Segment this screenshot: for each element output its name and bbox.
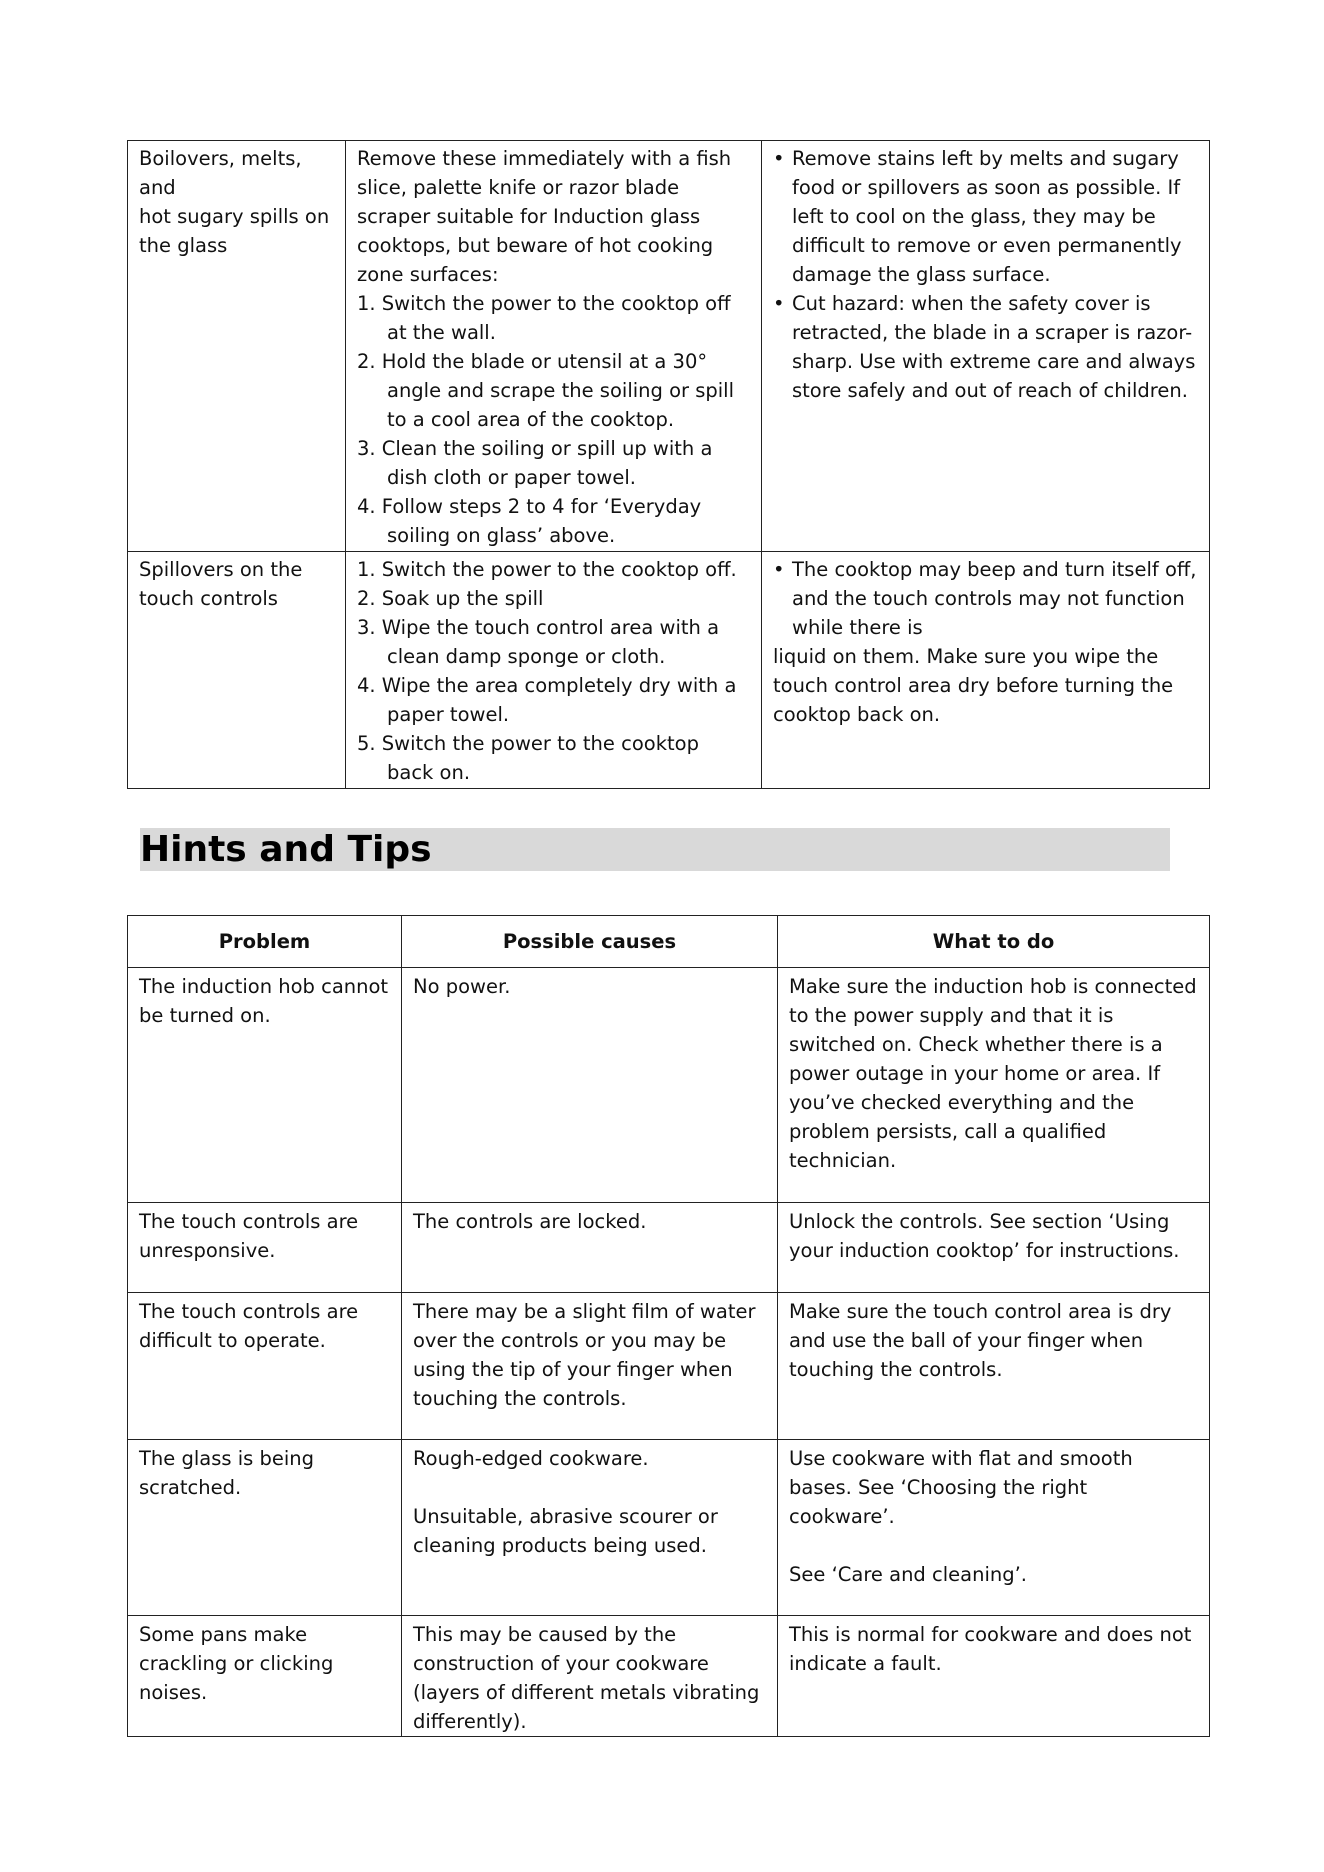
problem-cell: The induction hob cannot be turned on. bbox=[128, 968, 402, 1203]
soil-type-line: Boilovers, melts, bbox=[139, 147, 302, 170]
cause-cell bbox=[402, 1440, 778, 1616]
method-steps bbox=[357, 555, 751, 787]
note-continuation: liquid on them. Make sure you wipe the touch control area dry before turning the cooktop back on. bbox=[773, 645, 1174, 726]
action-cell bbox=[778, 1616, 1210, 1737]
action-cell bbox=[778, 1293, 1210, 1440]
note-item bbox=[773, 555, 1199, 642]
method-step: 2. Hold the blade or utensil at a 30° angle and scrape the soiling or spill to a cool area of the cooktop. bbox=[357, 350, 735, 431]
note-text: Remove stains left by melts and sugary food or spillovers as soon as possible. If left to cool on the glass, they may be difficult to remove or even permanently damage the glass surface. bbox=[792, 147, 1182, 286]
bullet-icon: • bbox=[773, 147, 785, 170]
cause-text: The controls are locked. bbox=[413, 1210, 647, 1233]
important-cell bbox=[762, 141, 1210, 552]
table-row bbox=[128, 1440, 1210, 1616]
table-row bbox=[128, 1616, 1210, 1737]
bullet-icon: • bbox=[773, 558, 785, 581]
cause-cell bbox=[402, 1616, 778, 1737]
column-header-causes: Possible causes bbox=[402, 916, 778, 968]
table-row bbox=[128, 141, 1210, 552]
soil-type-line: and bbox=[139, 176, 176, 199]
column-header-action: What to do bbox=[778, 916, 1210, 968]
method-step: 1. Switch the power to the cooktop off at the wall. bbox=[357, 292, 731, 344]
method-step: 5. Switch the power to the cooktop back on. bbox=[357, 732, 699, 784]
soil-type-line: touch controls bbox=[139, 587, 278, 610]
action-cell bbox=[778, 1440, 1210, 1616]
action-text: Unlock the controls. See section ‘Using your induction cooktop’ for instructions. bbox=[789, 1210, 1180, 1262]
soil-type-line: the glass bbox=[139, 234, 228, 257]
section-heading-bar bbox=[140, 828, 1170, 871]
note-text: The cooktop may beep and turn itself off, and the touch controls may not function while there is bbox=[792, 558, 1197, 639]
bullet-icon: • bbox=[773, 292, 785, 315]
table-row bbox=[128, 552, 1210, 789]
important-notes bbox=[773, 144, 1199, 405]
method-step: 4. Follow steps 2 to 4 for ‘Everyday soiling on glass’ above. bbox=[357, 495, 702, 547]
troubleshooting-table bbox=[127, 915, 1210, 1737]
spacer bbox=[413, 1473, 767, 1502]
problem-cell: Some pans make crackling or clicking noises. bbox=[128, 1616, 402, 1737]
method-step: 1. Switch the power to the cooktop off. bbox=[357, 558, 737, 581]
problem-cell: The touch controls are difficult to operate. bbox=[128, 1293, 402, 1440]
method-step: 3. Clean the soiling or spill up with a dish cloth or paper towel. bbox=[357, 437, 713, 489]
spacer bbox=[789, 1531, 1199, 1560]
cleaning-table bbox=[127, 140, 1210, 789]
method-cell bbox=[346, 552, 762, 789]
soil-type-line: hot sugary spills on bbox=[139, 205, 330, 228]
method-intro: Remove these immediately with a fish slice, palette knife or razor blade scraper suitable for Induction glass cooktops, but beware of hot cooking zone surfaces: bbox=[357, 147, 732, 286]
table-row bbox=[128, 968, 1210, 1203]
action-text: Use cookware with flat and smooth bases. See ‘Choosing the right cookware’. bbox=[789, 1447, 1133, 1528]
table-header-row bbox=[128, 916, 1210, 968]
action-cell bbox=[778, 968, 1210, 1203]
important-notes bbox=[773, 555, 1199, 642]
method-step: 2. Soak up the spill bbox=[357, 587, 544, 610]
cause-text: No power. bbox=[413, 975, 511, 998]
cause-cell bbox=[402, 1293, 778, 1440]
important-cell bbox=[762, 552, 1210, 789]
table-row bbox=[128, 1293, 1210, 1440]
note-item bbox=[773, 289, 1199, 405]
method-step: 4. Wipe the area completely dry with a paper towel. bbox=[357, 674, 737, 726]
note-item bbox=[773, 144, 1199, 289]
problem-cell: The glass is being scratched. bbox=[128, 1440, 402, 1616]
note-text: Cut hazard: when the safety cover is retracted, the blade in a scraper is razor-sharp. Use with extreme care and always store safely and out of reach of children. bbox=[792, 292, 1196, 402]
table-row bbox=[128, 1203, 1210, 1293]
cause-text: Rough-edged cookware. bbox=[413, 1447, 649, 1470]
action-cell bbox=[778, 1203, 1210, 1293]
cause-cell bbox=[402, 968, 778, 1203]
soil-type-cell bbox=[128, 141, 346, 552]
column-header-problem: Problem bbox=[128, 916, 402, 968]
soil-type-cell bbox=[128, 552, 346, 789]
action-text: This is normal for cookware and does not indicate a fault. bbox=[789, 1623, 1192, 1675]
method-step: 3. Wipe the touch control area with a clean damp sponge or cloth. bbox=[357, 616, 720, 668]
method-cell bbox=[346, 141, 762, 552]
cause-text: Unsuitable, abrasive scourer or cleaning products being used. bbox=[413, 1505, 718, 1557]
action-text: See ‘Care and cleaning’. bbox=[789, 1563, 1027, 1586]
method-steps bbox=[357, 289, 751, 550]
problem-cell: The touch controls are unresponsive. bbox=[128, 1203, 402, 1293]
cause-cell bbox=[402, 1203, 778, 1293]
section-title: Hints and Tips bbox=[140, 829, 432, 870]
soil-type-line: Spillovers on the bbox=[139, 558, 303, 581]
action-text: Make sure the induction hob is connected to the power supply and that it is switched on. Check whether there is a power outage in your home or area. If you’ve checked everything and the problem persists, call a qualified technician. bbox=[789, 975, 1197, 1172]
action-text: Make sure the touch control area is dry and use the ball of your finger when touching the controls. bbox=[789, 1300, 1172, 1381]
cause-text: There may be a slight film of water over the controls or you may be using the tip of your finger when touching the controls. bbox=[413, 1300, 756, 1410]
cause-text: This may be caused by the construction of your cookware (layers of different metals vibrating differently). bbox=[413, 1623, 760, 1733]
